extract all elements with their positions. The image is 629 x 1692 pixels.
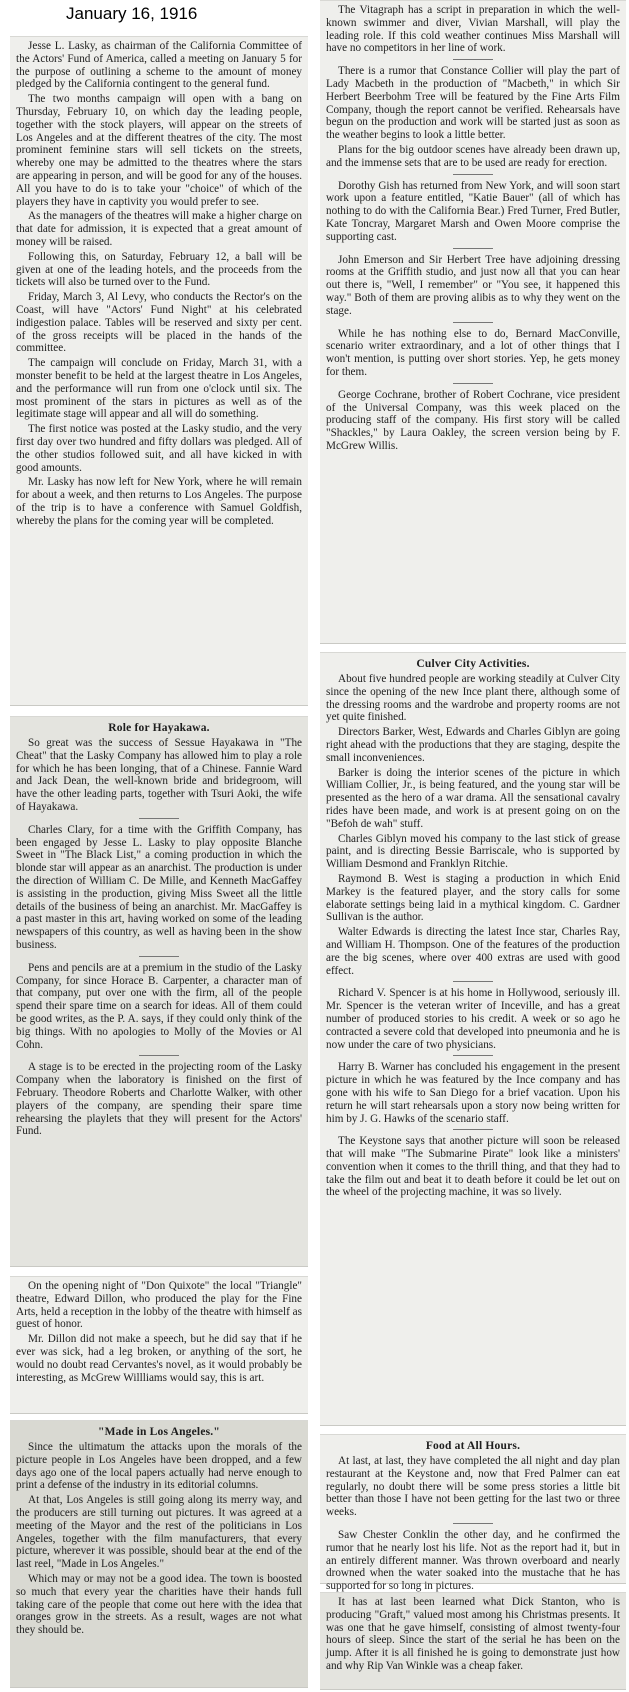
paragraph: Dorothy Gish has returned from New York, and will soon start work upon a feature entitled, "Katie Bauer" (all of which has nothing to do with the California Bear.) Fred Turner, Fred Butler, Kate Toncray, Margaret Marsh and Owen Moore comprise the supporting cast. xyxy=(326,179,620,243)
divider xyxy=(453,248,493,249)
paragraph: It has at last been learned what Dick Stanton, who is producing "Graft," valued most among his Christmas presents. It was one that he gave himself, consisting of almost twenty-four hours of sleep. Since the start of the serial he has been on the jump. After it is all finished he is going to demonstrate just how and why Rip Van Winkle was a cheap faker. xyxy=(326,1596,620,1672)
paragraph: At that, Los Angeles is still going along its merry way, and the producers are still turning out pictures. It was agreed at a meeting of the Mayor and the rest of the politicians in Los Angeles, together with the film manufacturers, that every picture, wherever it was possible, should bear at the end of the last reel, "Made in Los Angeles." xyxy=(16,1494,302,1571)
divider xyxy=(453,59,493,60)
article-role-for-hayakawa xyxy=(10,716,308,1267)
paragraph: John Emerson and Sir Herbert Tree have adjoining dressing rooms at the Griffith studio, and just now all that you can hear out there is, "Well, I remember" or "You see, it happened this way." Both of them are proving alibis as to why they went on the stage. xyxy=(326,253,620,317)
article-culver-city-activities xyxy=(320,652,626,1426)
paragraph: There is a rumor that Constance Collier will play the part of Lady Macbeth in the production of "Macbeth," in which Sir Herbert Beerbohm Tree will be featured by the Fine Arts Film Company, though the report cannot be verified. Rehearsals have begun on the production and work will be started just as soon as the weather begins to look a little better. xyxy=(326,65,620,142)
article-headline: Role for Hayakawa. xyxy=(108,722,210,734)
paragraph: George Cochrane, brother of Robert Cochrane, vice president of the Universal Company, was this week placed on the producing staff of the company. His first story will be called "Shackles," by Laura Oakley, the screen version being by F. McGrew Willis. xyxy=(326,388,620,452)
divider xyxy=(453,1055,493,1056)
paragraph: Which may or may not be a good idea. The town is boosted so much that every year the charities have their hands full taking care of the people that come out here with the idea that oranges grow in the streets. As a result, wages are not what they should be. xyxy=(16,1572,302,1637)
paragraph: Charles Clary, for a time with the Griffith Company, has been engaged by Jesse L. Lasky to play opposite Blanche Sweet in "The Black List," a coming production in which the blonde star will appear as an anarchist. The production is under the direction of William C. De Mille, and Kenneth MacGaffey is assisting in the production, giving Miss Sweet all the little details of the business of being an anarchist. Mr. MacGaffey is a past master in this art, having worked on some of the leading newspapers of this country, as well as having been in the show business. xyxy=(16,823,302,951)
divider xyxy=(453,1523,493,1524)
article-headline: Food at All Hours. xyxy=(425,1440,521,1452)
divider xyxy=(139,956,179,957)
paragraph: Pens and pencils are at a premium in the studio of the Lasky Company, for since Horace B. Carpenter, a character man of that company, put over one with the firm, all of the people spend their spare time on a search for ideas. All of them could be good writes, as the P. A. says, if they could only think of the big things. With no apologies to Molly of the Movies or Al Cohn. xyxy=(16,961,302,1051)
paragraph: Raymond B. West is staging a production in which Enid Markey is the featured player, and the story calls for some elaborate settings being laid in a mythical kingdom. C. Gardner Sullivan is the author. xyxy=(326,872,620,924)
article-food-at-all-hours xyxy=(320,1434,626,1593)
paragraph: A stage is to be erected in the projecting room of the Lasky Company when the laboratory is finished on the first of February. Theodore Roberts and Charlotte Walker, with other players of the company, are spending their spare time rehearsing the playlets that they will present for the Actors' Fund. xyxy=(16,1061,302,1138)
paragraph: About five hundred people are working steadily at Culver City since the opening of the new Ince plant there, although some of the dressing rooms and the wardrobe and property rooms are not yet quite finished. xyxy=(326,673,620,724)
paragraph: Mr. Dillon did not make a speech, but he did say that if he ever was sick, had a leg broken, or anything of the sort, he would no doubt read Cervantes's novel, as it would probably be interesting, as McGrew Willliams would say, this is art. xyxy=(16,1333,302,1384)
divider xyxy=(139,818,179,819)
article-don-quixote xyxy=(10,1276,308,1414)
divider xyxy=(453,981,493,982)
paragraph: While he has nothing else to do, Bernard MacConville, scenario writer extraordinary, and a lot of other things that I won't mention, is putting over short stories. Yep, he gets money for them. xyxy=(326,327,620,378)
article-graft-serial xyxy=(320,1592,626,1690)
paragraph: Following this, on Saturday, February 12, a ball will be given at one of the leading hotels, and the proceeds from the tickets will also be turned over to the Fund. xyxy=(16,250,302,289)
paragraph: The Keystone says that another picture will soon be released that will make "The Submarine Pirate" look like a ministers' convention when it comes to the thrill thing, and that they had to take the film out and beat it to death before it could be let out on the wheel of the projecting machine, it was so lively. xyxy=(326,1135,620,1199)
divider xyxy=(453,322,493,323)
divider xyxy=(139,1055,179,1056)
paragraph: The first notice was posted at the Lasky studio, and the very first day over two hundred and fifty dollars was pledged. All of the other studios followed suit, and all have kicked in with good amounts. xyxy=(16,423,302,474)
divider xyxy=(453,174,493,175)
article-made-in-los-angeles xyxy=(10,1420,308,1688)
paragraph: Walter Edwards is directing the latest Ince star, Charles Ray, and William H. Thompson. One of the features of the production are the big scenes, where over 400 extras are used with good effect. xyxy=(326,926,620,977)
paragraph: Saw Chester Conklin the other day, and he confirmed the rumor that he nearly lost his life. Not as the report had it, but in an entirely different manner. Was thrown overboard and nearly drowned when the water soaked into the mustache that he has supported for so long in pictures. xyxy=(326,1528,620,1593)
article-lasky-actors-fund xyxy=(10,36,308,706)
paragraph: Plans for the big outdoor scenes have already been drawn up, and the immense sets that are to be used are ready for erection. xyxy=(326,143,620,169)
paragraph: Since the ultimatum the attacks upon the morals of the picture people in Los Angeles have been dropped, and a few days ago one of the local papers actually had nerve enough to print a defense of the industry in its editorial columns. xyxy=(16,1441,302,1492)
page-date: January 16, 1916 xyxy=(66,4,198,23)
paragraph: Friday, March 3, Al Levy, who conducts the Rector's on the Coast, will have "Actors' Fund Night" at his celebrated indigestion palace. Tables will be reserved and sixty per cent. of the gross receipts will be placed in the hands of the committee. xyxy=(16,291,302,355)
paragraph: Mr. Lasky has now left for New York, where he will remain for about a week, and then returns to Los Angeles. The purpose of the trip is to have a conference with Samuel Goldfish, whereby the plans for the coming year will be completed. xyxy=(16,476,302,527)
paragraph: On the opening night of "Don Quixote" the local "Triangle" theatre, Edward Dillon, who produced the play for the Fine Arts, held a reception in the lobby of the theatre with himself as guest of honor. xyxy=(16,1280,302,1331)
paragraph: As the managers of the theatres will make a higher charge on that date for admission, it is expected that a great amount of money will be raised. xyxy=(16,210,302,248)
divider xyxy=(453,1129,493,1130)
article-headline: Culver City Activities. xyxy=(416,658,530,670)
paragraph: The Vitagraph has a script in preparation in which the well-known swimmer and diver, Vivian Marshall, will play the leading role. If this cold weather continues Miss Marshall will have no competitors in her line of work. xyxy=(326,4,620,55)
article-vitagraph-and-notes xyxy=(320,0,626,644)
paragraph: Jesse L. Lasky, as chairman of the California Committee of the Actors' Fund of America, called a meeting on January 5 for the purpose of outlining a scheme to the amount of money pledged by the California contingent to the general fund. xyxy=(16,40,302,91)
article-headline: "Made in Los Angeles." xyxy=(98,1426,220,1438)
paragraph: So great was the success of Sessue Hayakawa in "The Cheat" that the Lasky Company has allowed him to play a role for which he has been longing, that of a Chinese. Fannie Ward and Jack Dean, the well-known bride and bridegroom, will have the other leading parts, together with Tsuri Aoki, the wife of Hayakawa. xyxy=(16,737,302,813)
divider xyxy=(453,383,493,384)
paragraph: Directors Barker, West, Edwards and Charles Giblyn are going right ahead with the productions that they are staging, despite the small inconveniences. xyxy=(326,726,620,764)
paragraph: The two months campaign will open with a bang on Thursday, February 10, on which day the leading people, together with the stock players, will appear on the streets of Los Angeles and at the different theatres of the city. The most prominent feminine stars will sell tickets on the streets, whereby one may be admitted to the theatres where the stars are appearing in person, and will be good for any of the houses. All you have to do is to take your "choice" of which of the players they have in captivity you would prefer to see. xyxy=(16,93,302,208)
paragraph: At last, at last, they have completed the all night and day plan restaurant at the Keystone and, now that Fred Palmer can eat regularly, no doubt there will be some press stories a little bit better than those I have not been getting for the last two or three weeks. xyxy=(326,1455,620,1519)
paragraph: Barker is doing the interior scenes of the picture in which William Collier, Jr., is being featured, and the young star will be presented as the hero of a war drama. All the sensational cavalry rides have been made, and work is at present going on on the "Befoh de wah" stuff. xyxy=(326,766,620,830)
paragraph: The campaign will conclude on Friday, March 31, with a monster benefit to be held at the largest theatre in Los Angeles, and the performance will run from one o'clock until six. The most prominent of the stars in pictures as well as of the legitimate stage will appear and all will do something. xyxy=(16,357,302,421)
paragraph: Charles Giblyn moved his company to the last stick of grease paint, and is directing Bessie Barriscale, who is supported by William Desmond and Franklyn Ritchie. xyxy=(326,832,620,871)
paragraph: Richard V. Spencer is at his home in Hollywood, seriously ill. Mr. Spencer is the veteran writer of Inceville, and has a great number of produced stories to his credit. A week or so ago he contracted a severe cold that developed into pneumonia and he is now under the care of two physicians. xyxy=(326,987,620,1051)
paragraph: Harry B. Warner has concluded his engagement in the present picture in which he was featured by the Ince company and has gone with his wife to San Diego for a brief vacation. Upon his return he will start rehearsals upon a story now being written for him by J. G. Hawks of the scenario staff. xyxy=(326,1061,620,1125)
